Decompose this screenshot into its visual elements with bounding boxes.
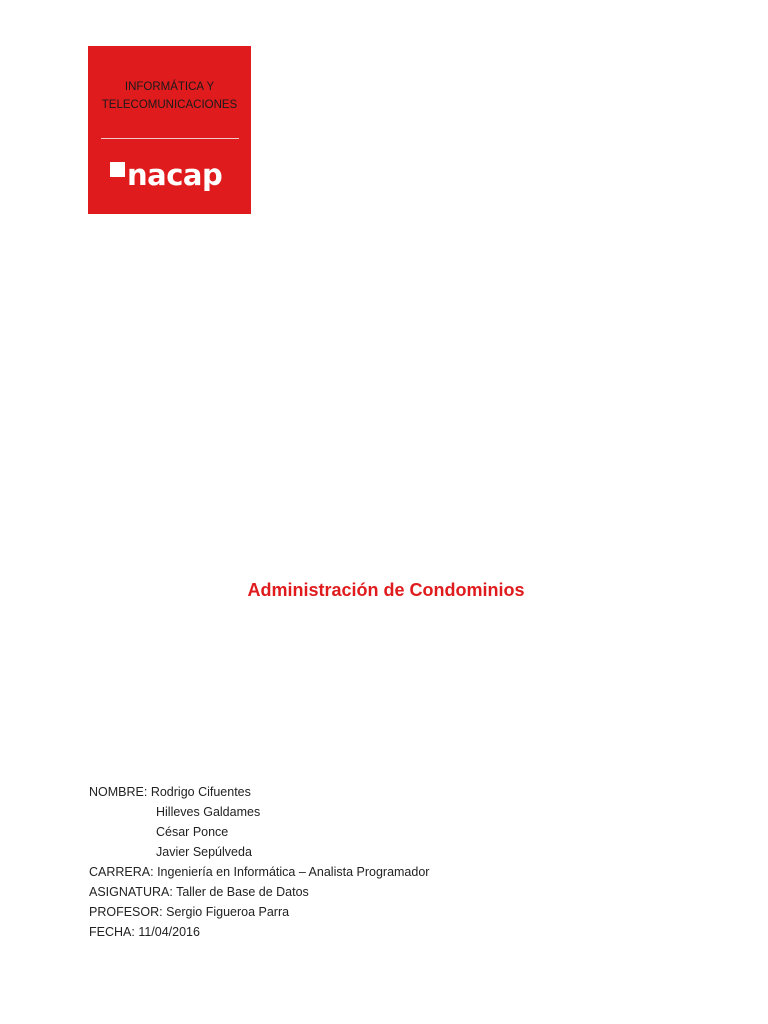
brand-name: nacap [127,158,223,192]
carrera-value: Ingeniería en Informática – Analista Programador [157,865,430,879]
member-name: Javier Sepúlveda [156,845,252,859]
student-info [89,782,429,942]
document-title: Administración de Condominios [247,580,525,600]
asignatura-row [89,882,429,902]
profesor-row [89,902,429,922]
asignatura-label: ASIGNATURA: [89,885,173,899]
nombre-row [89,782,429,802]
fecha-value: 11/04/2016 [138,925,200,939]
inacap-logo [88,46,251,214]
carrera-row [89,862,429,882]
nombre-label: NOMBRE: [89,785,148,799]
profesor-value: Sergio Figueroa Parra [166,905,290,919]
member-name: Hilleves Galdames [156,805,261,819]
department-line-2: TELECOMUNICACIONES [101,99,238,111]
carrera-label: CARRERA: [89,865,154,879]
logo-divider [101,138,239,139]
fecha-row [89,922,429,942]
department-name [88,78,251,114]
member-name: César Ponce [156,825,229,839]
fecha-label: FECHA: [89,925,135,939]
department-line-1: INFORMÁTICA Y [124,81,215,93]
nombre-value: Rodrigo Cifuentes [150,785,251,799]
asignatura-value: Taller de Base de Datos [176,885,309,899]
profesor-label: PROFESOR: [89,905,163,919]
inacap-wordmark [110,158,222,192]
logo-square-icon [110,162,125,177]
